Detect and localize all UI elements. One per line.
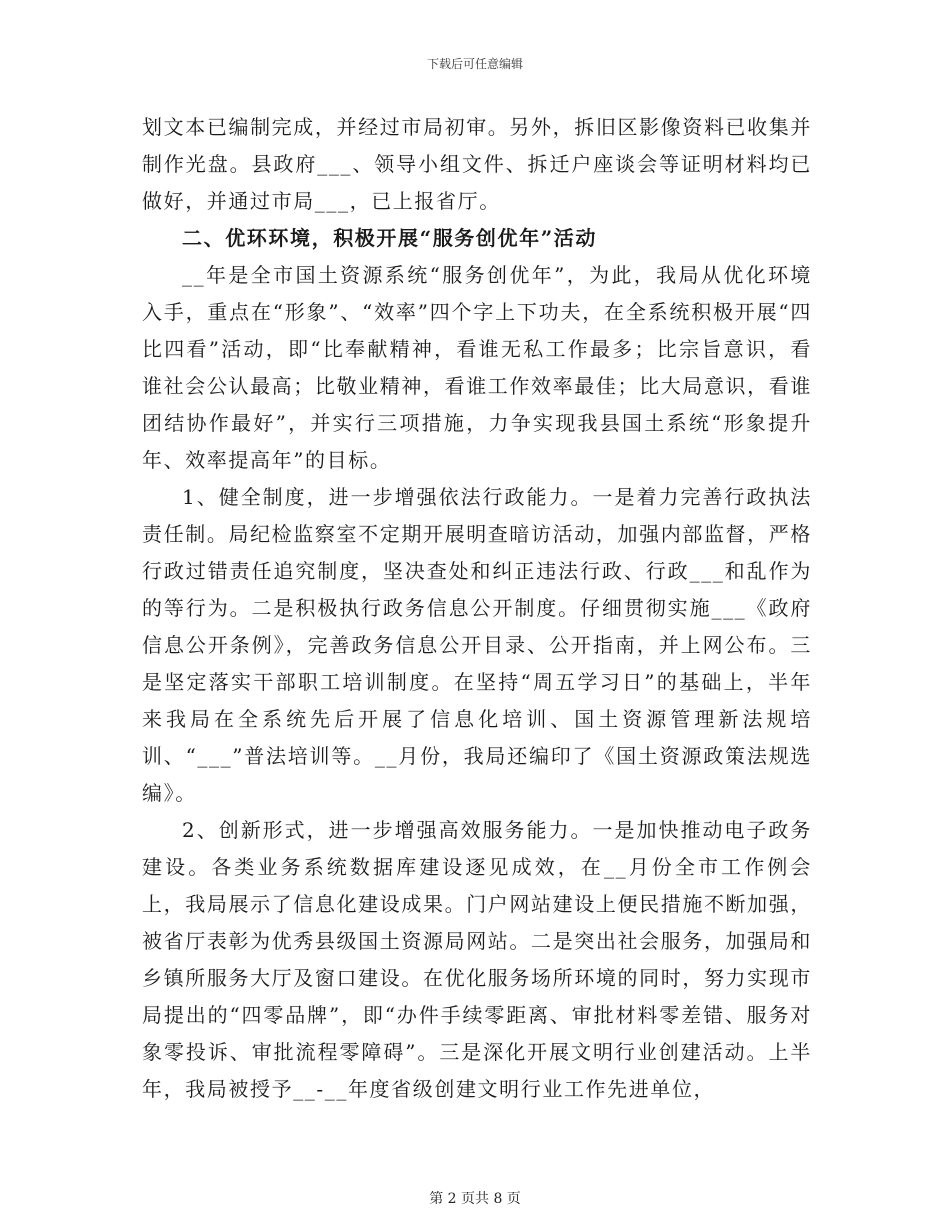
document-body xyxy=(142,109,812,1108)
page-number: 第 2 页共 8 页 xyxy=(429,1191,521,1207)
paragraph: __年是全市国土资源系统“服务创优年”，为此，我局从优化环境入手，重点在“形象”、“效率”四个字上下功夫，在全系统积极开展“四比四看”活动，即“比奉献精神，看谁无私工作最多；比宗旨意识，看谁社会公认最高；比敬业精神，看谁工作效率最佳；比大局意识，看谁团结协作最好”，并实行三项措施，力争实现我县国土系统“形象提升年、效率提高年”的目标。 xyxy=(142,263,812,472)
paragraph: 2、创新形式，进一步增强高效服务能力。一是加快推动电子政务建设。各类业务系统数据库建设逐见成效，在__月份全市工作例会上，我局展示了信息化建设成果。门户网站建设上便民措施不断加强，被省厅表彰为优秀县级国土资源局网站。二是突出社会服务，加强局和乡镇所服务大厅及窗口建设。在优化服务场所环境的同时，努力实现市局提出的“四零品牌”，即“办件手续零距离、审批材料零差错、服务对象零投诉、审批流程零障碍”。三是深化开展文明行业创建活动。上半年，我局被授予__-__年度省级创建文明行业工作先进单位， xyxy=(142,818,812,1101)
paragraph: 1、健全制度，进一步增强依法行政能力。一是着力完善行政执法责任制。局纪检监察室不定期开展明查暗访活动，加强内部监督，严格行政过错责任追究制度，坚决查处和纠正违法行政、行政___和乱作为的等行为。二是积极执行政务信息公开制度。仔细贯彻实施___《政府信息公开条例》，完善政务信息公开目录、公开指南，并上网公布。三是坚定落实干部职工培训制度。在坚持“周五学习日”的基础上，半年来我局在全系统先后开展了信息化培训、国土资源管理新法规培训、“___”普法培训等。__月份，我局还编印了《国土资源政策法规选编》。 xyxy=(142,485,812,805)
page-header: 下载后可任意编辑 xyxy=(426,57,523,71)
section-heading: 二、优环环境，积极开展“服务创优年”活动 xyxy=(182,226,598,250)
paragraph-continuation: 划文本已编制完成，并经过市局初审。另外，拆旧区影像资料已收集并制作光盘。县政府___、领导小组文件、拆迁户座谈会等证明材料均已做好，并通过市局___，已上报省厅。 xyxy=(142,115,812,213)
